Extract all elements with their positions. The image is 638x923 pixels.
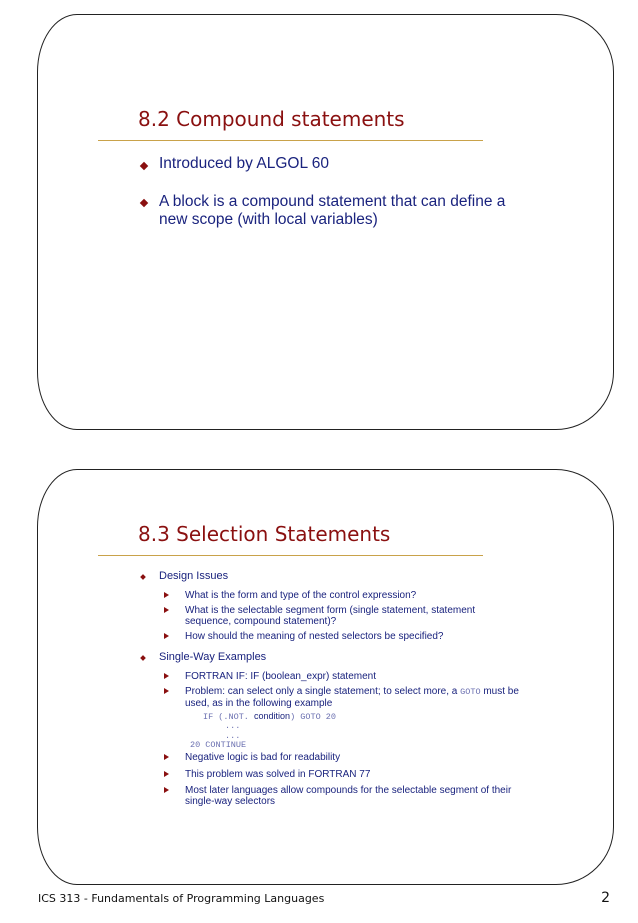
code-if: IF (.NOT. <box>203 712 249 722</box>
single-way-label: Single-Way Examples <box>159 651 267 663</box>
slide1-bullet-1: Introduced by ALGOL 60 <box>159 155 330 172</box>
code-line-if <box>203 711 336 722</box>
single-way-item-2: This problem was solved in FORTRAN 77 <box>185 769 371 780</box>
goto-keyword: GOTO <box>460 687 481 697</box>
code-line-continue: 20 CONTINUE <box>190 740 247 750</box>
problem-text-end: must be used, as in the following example <box>185 686 519 709</box>
slide2-title-rule <box>98 555 483 556</box>
bullet-triangle-icon <box>164 688 169 694</box>
bullet-triangle-icon <box>164 771 169 777</box>
bullet-diamond-icon <box>140 199 148 207</box>
bullet-triangle-icon <box>164 633 169 639</box>
page-number: 2 <box>601 890 610 906</box>
slide1-bullet-2: A block is a compound statement that can define a new scope (with local variables) <box>159 193 506 228</box>
fortran-if-item: FORTRAN IF: IF (boolean_expr) statement <box>185 671 376 682</box>
bullet-diamond-icon <box>140 655 146 661</box>
code-line-dots-1: ... <box>225 721 241 731</box>
design-issues-label: Design Issues <box>159 570 229 582</box>
bullet-triangle-icon <box>164 607 169 613</box>
problem-text-start: Problem: can select only a single statement; to select more, a <box>185 686 461 697</box>
code-goto: ) GOTO 20 <box>290 712 336 722</box>
single-way-item-1: Negative logic is bad for readability <box>185 752 341 763</box>
design-issue-3: How should the meaning of nested selectors be specified? <box>185 631 444 642</box>
bullet-diamond-icon <box>140 162 148 170</box>
bullet-triangle-icon <box>164 754 169 760</box>
bullet-triangle-icon <box>164 592 169 598</box>
single-way-item-3: Most later languages allow compounds for the selectable segment of their single-way selectors <box>185 785 512 807</box>
slide1-title-rule <box>98 140 483 141</box>
design-issue-1: What is the form and type of the control expression? <box>185 590 417 601</box>
slide-selection-statements <box>37 469 614 885</box>
problem-item <box>185 686 530 709</box>
code-condition: condition <box>254 711 291 721</box>
slide2-title: 8.3 Selection Statements <box>138 522 391 546</box>
slide-compound-statements <box>37 14 614 430</box>
slide1-title: 8.2 Compound statements <box>138 107 405 131</box>
bullet-triangle-icon <box>164 673 169 679</box>
bullet-diamond-icon <box>140 574 146 580</box>
bullet-triangle-icon <box>164 787 169 793</box>
design-issue-2: What is the selectable segment form (single statement, statement sequence, compound statement)? <box>185 605 476 627</box>
footer-course-title: ICS 313 - Fundamentals of Programming Languages <box>38 892 325 905</box>
code-line-dots-2: ... <box>225 731 241 741</box>
